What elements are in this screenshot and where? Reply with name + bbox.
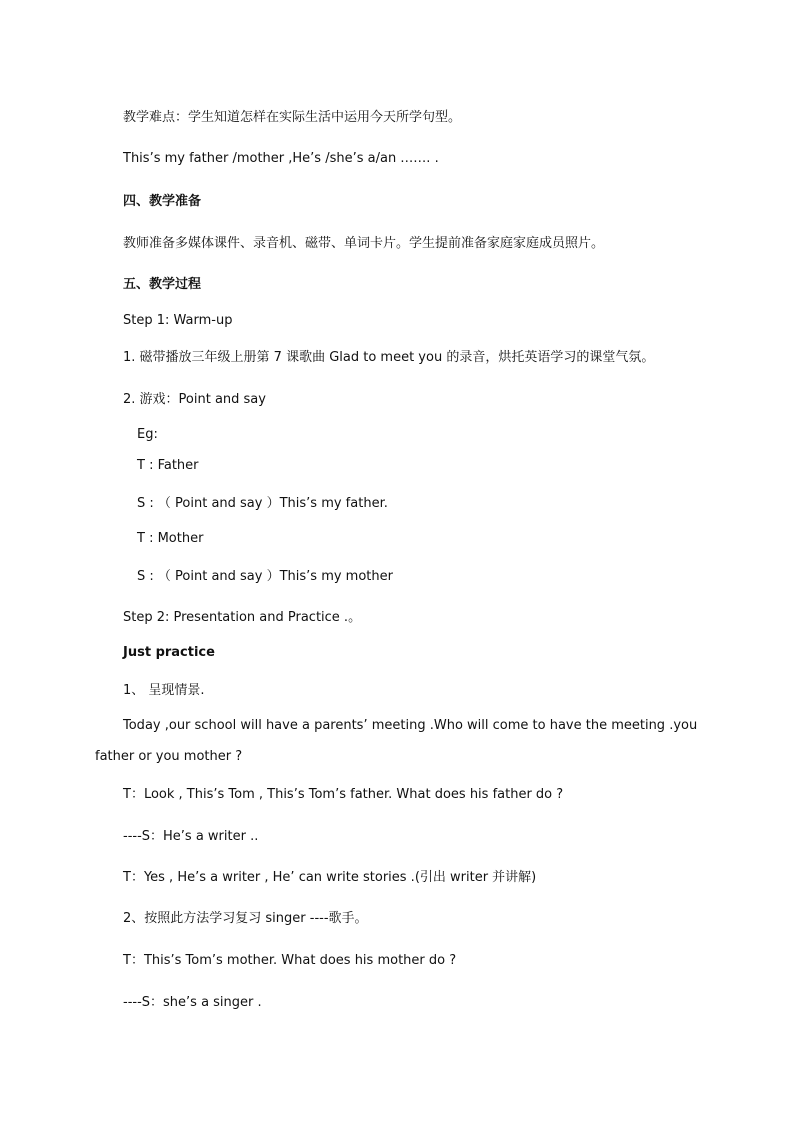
step-2-heading: Step 2: Presentation and Practice .。	[123, 610, 362, 625]
dialogue-student-singer: ----S：she’s a singer .	[123, 995, 262, 1010]
practice-item-2: 2、按照此方法学习复习 singer ----歌手。	[123, 911, 368, 926]
just-practice-heading: Just practice	[123, 645, 215, 660]
step-1-item-1: 1. 磁带播放三年级上册第 7 课歌曲 Glad to meet you 的录音，烘托英语学习的课堂气氛。	[123, 350, 655, 365]
dialogue-teacher-mother: T : Mother	[137, 531, 204, 546]
teaching-difficulty-line: 教学难点：学生知道怎样在实际生活中运用今天所学句型。	[123, 110, 462, 125]
practice-item-1: 1、 呈现情景.	[123, 683, 205, 698]
preparation-text: 教师准备多媒体课件、录音机、磁带、单词卡片。学生提前准备家庭家庭成员照片。	[123, 236, 605, 251]
section-heading-process: 五、教学过程	[123, 277, 202, 292]
scenario-text-line-2: father or you mother ?	[95, 749, 243, 764]
dialogue-student-mother: S : （ Point and say ）This’s my mother	[137, 569, 393, 584]
sentence-pattern-line: This’s my father /mother ,He’s /she’s a/an ……. .	[123, 151, 439, 166]
step-1-item-2: 2. 游戏：Point and say	[123, 392, 266, 407]
step-1-heading: Step 1: Warm-up	[123, 313, 233, 328]
scenario-text-line-1: Today ,our school will have a parents’ meeting .Who will come to have the meeting .you	[123, 718, 698, 733]
dialogue-teacher-writer: T：Yes , He’s a writer , He’ can write stories .(引出 writer 并讲解)	[123, 870, 537, 885]
dialogue-teacher-mother-question: T：This’s Tom’s mother. What does his mother do ?	[123, 953, 457, 968]
dialogue-teacher-look: T：Look , This’s Tom , This’s Tom’s father. What does his father do ?	[123, 787, 564, 802]
dialogue-student-writer: ----S：He’s a writer ..	[123, 829, 259, 844]
example-label: Eg:	[137, 427, 158, 442]
dialogue-student-father: S : （ Point and say ）This’s my father.	[137, 496, 388, 511]
dialogue-teacher-father: T : Father	[137, 458, 199, 473]
section-heading-preparation: 四、教学准备	[123, 194, 202, 209]
